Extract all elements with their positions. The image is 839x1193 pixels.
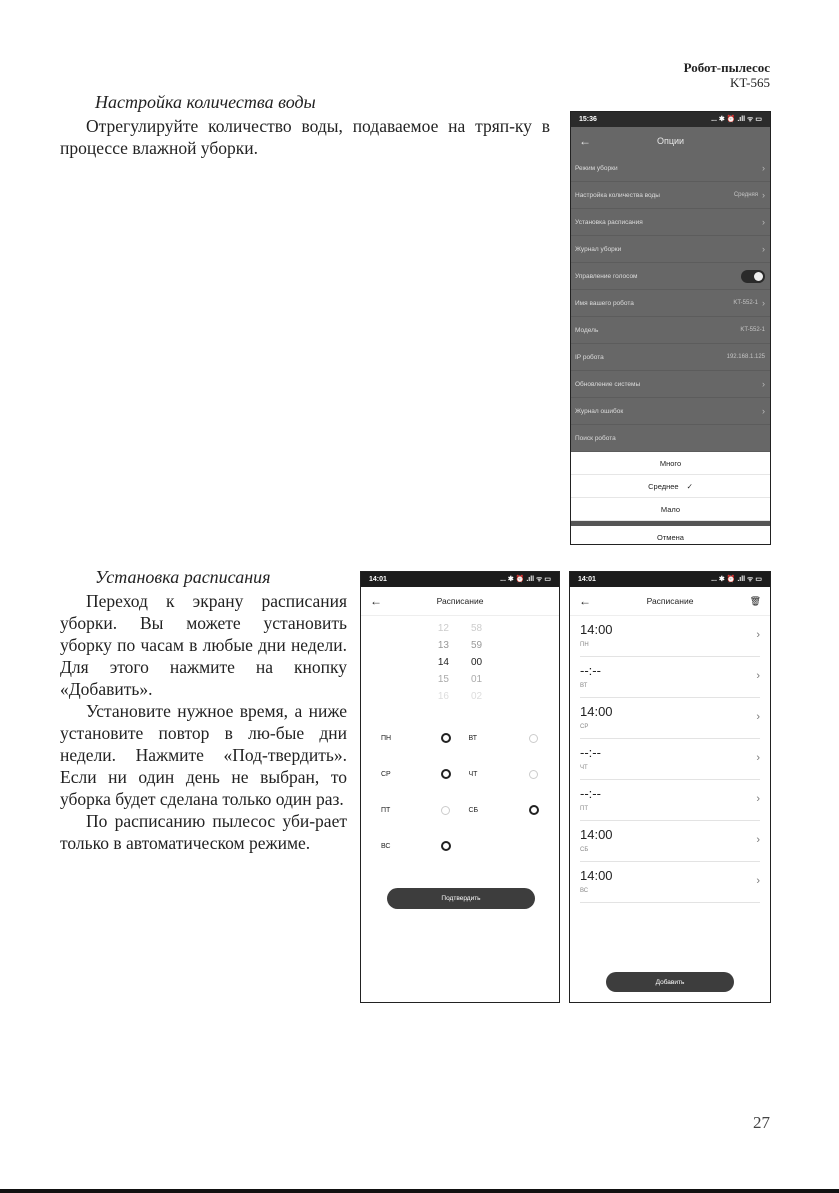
day-selector — [381, 720, 556, 864]
option-value: 192.168.1.125 — [726, 354, 765, 360]
picker-minute: 02 — [471, 691, 483, 702]
status-time: 15:36 — [579, 116, 597, 123]
paragraph: По расписанию пылесос уби-рает только в автоматическом режиме. — [60, 811, 347, 853]
back-arrow-icon[interactable]: ← — [579, 594, 591, 608]
option-row[interactable] — [571, 236, 770, 263]
status-bar — [361, 572, 559, 587]
option-row[interactable] — [571, 290, 770, 317]
chevron-right-icon: › — [762, 244, 765, 254]
chevron-right-icon: › — [762, 217, 765, 227]
chevron-right-icon: › — [762, 379, 765, 389]
schedule-item[interactable] — [580, 698, 760, 739]
water-amount-sheet — [571, 452, 770, 545]
picker-hour: 16 — [437, 691, 449, 702]
header-title: Робот-пылесос — [683, 60, 770, 75]
add-button[interactable]: Добавить — [606, 972, 734, 992]
schedule-time: --:-- — [580, 745, 601, 760]
option-right — [741, 270, 765, 283]
options-overlay — [571, 127, 770, 452]
picker-minute: 59 — [471, 640, 483, 651]
schedule-list — [570, 616, 770, 903]
schedule-day: СБ — [580, 847, 589, 853]
option-right — [762, 163, 765, 173]
option-label: Настройка количества воды — [575, 191, 660, 199]
option-right — [727, 354, 765, 360]
option-row[interactable] — [571, 155, 770, 182]
picker-minute: 00 — [471, 657, 483, 668]
option-right — [762, 244, 765, 254]
option-label: Журнал ошибок — [575, 407, 624, 415]
picker-minute: 58 — [471, 623, 483, 634]
picker-row — [361, 688, 559, 705]
schedule-item[interactable] — [580, 616, 760, 657]
picker-hour: 14 — [437, 657, 449, 668]
status-bar — [570, 572, 770, 587]
chevron-right-icon: › — [762, 190, 765, 200]
chevron-right-icon: › — [762, 163, 765, 173]
schedule-header — [361, 587, 559, 616]
schedule-day: ПТ — [580, 806, 588, 812]
option-row[interactable] — [571, 182, 770, 209]
schedule-day: ЧТ — [580, 765, 588, 771]
section-title-water: Настройка количества воды — [95, 92, 316, 112]
day-label-wed: СР — [381, 770, 391, 778]
schedule-time: 14:00 — [580, 868, 613, 883]
schedule-time: --:-- — [580, 786, 601, 801]
schedule-item[interactable] — [580, 780, 760, 821]
picker-minute: 01 — [471, 674, 483, 685]
status-icons: ... ✱ ⏰ .ıll ᯤ ▭ — [500, 576, 551, 583]
option-value: Средняя — [733, 192, 758, 198]
radio-sat[interactable] — [529, 805, 539, 815]
option-label: Управление голосом — [575, 272, 638, 280]
status-icons: ... ✱ ⏰ .ıll ᯤ ▭ — [711, 116, 762, 123]
schedule-time: 14:00 — [580, 622, 613, 637]
schedule-title: Расписание — [646, 596, 694, 606]
schedule-time: --:-- — [580, 663, 601, 678]
chevron-right-icon: › — [762, 406, 765, 416]
schedule-day: ВС — [580, 888, 589, 894]
day-row — [381, 828, 556, 864]
status-time: 14:01 — [578, 576, 596, 583]
confirm-button[interactable]: Подтвердить — [387, 888, 535, 909]
checkmark-icon: ✓ — [686, 481, 693, 491]
option-label: Установка расписания — [575, 218, 643, 226]
picker-hour: 12 — [437, 623, 449, 634]
radio-mon[interactable] — [441, 733, 451, 743]
page-number: 27 — [753, 1113, 770, 1132]
option-row[interactable] — [571, 317, 770, 344]
chevron-right-icon: › — [762, 298, 765, 308]
paragraph: Установите нужное время, а ниже установите повтор в лю-бые дни недели. Нажмите «Под-твердить». Если ни один день не выбран, то уборка будет сделана только один раз. — [60, 701, 347, 809]
option-label: Поиск робота — [575, 434, 616, 442]
option-right — [740, 327, 765, 333]
option-row[interactable] — [571, 425, 770, 452]
option-value: KT-552-1 — [740, 327, 765, 333]
picker-row — [361, 671, 559, 688]
option-row[interactable] — [571, 263, 770, 290]
options-header — [571, 127, 770, 155]
chevron-right-icon: › — [756, 711, 760, 723]
phone-options-screen — [570, 111, 771, 545]
option-right — [762, 406, 765, 416]
options-title: Опции — [656, 136, 685, 146]
picker-row — [361, 654, 559, 671]
option-label: IP робота — [575, 353, 604, 361]
status-icons: ... ✱ ⏰ .ıll ᯤ ▭ — [711, 576, 762, 583]
day-row — [381, 720, 556, 756]
day-row — [381, 756, 556, 792]
option-high[interactable]: Много — [571, 452, 770, 475]
chevron-right-icon: › — [756, 670, 760, 682]
paragraph: Отрегулируйте количество воды, подаваемое на тряп-ку в процессе влажной уборки. — [60, 116, 550, 158]
option-label: Журнал уборки — [575, 245, 622, 253]
option-right — [762, 217, 765, 227]
chevron-right-icon: › — [756, 793, 760, 805]
back-arrow-icon[interactable]: ← — [370, 594, 382, 608]
voice-toggle[interactable] — [741, 270, 765, 283]
trash-icon[interactable]: 🗑 — [749, 595, 761, 606]
schedule-item[interactable] — [580, 739, 760, 780]
radio-tue[interactable] — [529, 734, 538, 743]
schedule-item[interactable] — [580, 862, 760, 903]
radio-wed[interactable] — [441, 769, 451, 779]
schedule-day: СР — [580, 724, 589, 730]
options-list — [571, 155, 770, 452]
option-label: Имя вашего робота — [575, 299, 634, 307]
day-label-sat: СБ — [468, 806, 479, 814]
schedule-time: 14:00 — [580, 827, 613, 842]
time-picker[interactable] — [361, 620, 559, 705]
day-row — [381, 792, 556, 828]
section-text-water — [60, 115, 550, 159]
schedule-header — [570, 587, 770, 616]
option-value: KT-552-1 — [733, 300, 758, 306]
option-right — [762, 379, 765, 389]
section-text-schedule — [60, 590, 347, 854]
radio-sun[interactable] — [441, 841, 451, 851]
phone-schedule-list-screen — [569, 571, 771, 1003]
chevron-right-icon: › — [756, 834, 760, 846]
option-row[interactable] — [571, 371, 770, 398]
chevron-right-icon: › — [756, 752, 760, 764]
status-time: 14:01 — [369, 576, 387, 583]
option-label: Обновление системы — [575, 380, 641, 388]
option-low[interactable]: Мало — [571, 498, 770, 521]
schedule-time: 14:00 — [580, 704, 613, 719]
header-model: KT-565 — [730, 75, 770, 90]
bottom-rule — [0, 1189, 839, 1193]
schedule-day: ПН — [580, 642, 589, 648]
schedule-title: Расписание — [436, 596, 484, 606]
chevron-right-icon: › — [756, 875, 760, 887]
schedule-item[interactable] — [580, 821, 760, 862]
phone-schedule-edit-screen — [360, 571, 560, 1003]
radio-fri[interactable] — [441, 806, 450, 815]
option-row[interactable] — [571, 344, 770, 371]
option-right — [733, 298, 765, 308]
picker-hour: 15 — [437, 674, 449, 685]
cancel-button[interactable]: Отмена — [657, 532, 684, 542]
day-label-fri: ПТ — [381, 806, 391, 814]
radio-thu[interactable] — [529, 770, 538, 779]
option-row[interactable] — [571, 398, 770, 425]
day-label-thu: ЧТ — [468, 770, 478, 778]
section-title-schedule: Установка расписания — [95, 567, 271, 587]
option-medium-label: Среднее — [648, 481, 679, 491]
option-medium[interactable] — [571, 475, 770, 498]
schedule-day: ВТ — [580, 683, 588, 689]
picker-row — [361, 637, 559, 654]
paragraph: Переход к экрану расписания уборки. Вы можете установить уборку по часам в любые дни недели. Для этого нажмите на кнопку «Добавить». — [60, 591, 347, 699]
picker-row — [361, 620, 559, 637]
day-label-mon: ПН — [381, 734, 392, 742]
day-label-tue: ВТ — [468, 734, 477, 742]
option-right — [734, 190, 765, 200]
option-label: Режим уборки — [575, 164, 618, 172]
schedule-item[interactable] — [580, 657, 760, 698]
status-bar — [571, 112, 770, 127]
option-label: Модель — [575, 326, 599, 334]
day-label-sun: ВС — [381, 842, 391, 850]
picker-hour: 13 — [437, 640, 449, 651]
back-arrow-icon[interactable]: ← — [579, 134, 591, 148]
chevron-right-icon: › — [756, 629, 760, 641]
option-row[interactable] — [571, 209, 770, 236]
